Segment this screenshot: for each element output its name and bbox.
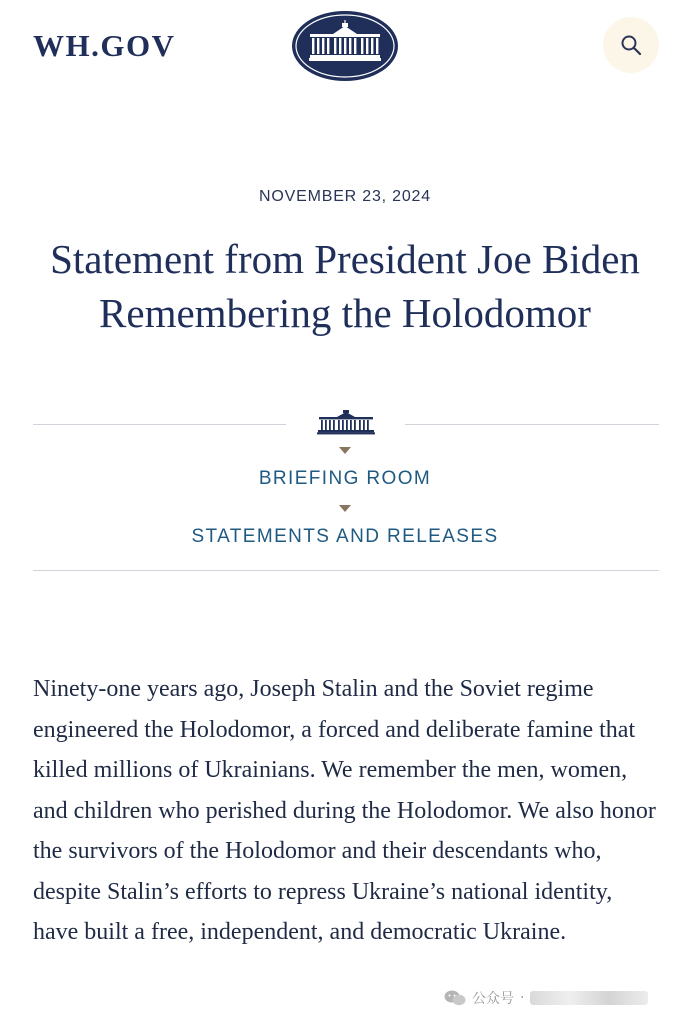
article-paragraph: Ninety-one years ago, Joseph Stalin and the Soviet regime engineered the Holodomor, a forced and deliberate famine that killed millions of Ukrainians. We remember the men, women, and children who perished during the Holodomor. We also honor the survivors of the Holodomor and their descendants who, despite Stalin’s efforts to repress Ukraine’s national identity, have built a free, independent, and democratic Ukraine. <box>33 676 656 945</box>
divider-line-left <box>33 424 286 425</box>
article-date: NOVEMBER 23, 2024 <box>259 188 431 205</box>
page-title: Statement from President Joe Biden Remembering the Holodomor <box>50 236 640 336</box>
watermark <box>444 986 684 1010</box>
search-button[interactable] <box>603 17 659 73</box>
watermark-platform: 公众号 <box>472 991 514 1007</box>
divider-line-right <box>405 424 659 425</box>
wechat-icon <box>444 989 466 1007</box>
caret-down-icon <box>339 447 351 454</box>
search-icon <box>619 33 643 57</box>
section-divider <box>33 570 659 571</box>
breadcrumb-statements-and-releases[interactable]: STATEMENTS AND RELEASES <box>191 526 499 547</box>
white-house-seal-icon[interactable] <box>291 10 399 82</box>
breadcrumb-briefing-room[interactable]: BRIEFING ROOM <box>258 468 432 489</box>
title-divider <box>33 408 659 438</box>
site-logo[interactable]: WH.GOV <box>33 28 176 63</box>
caret-down-icon <box>339 505 351 512</box>
white-house-building-icon <box>317 408 375 436</box>
watermark-account-blurred <box>530 991 648 1005</box>
site-header <box>0 0 690 100</box>
watermark-separator: · <box>520 990 525 1006</box>
